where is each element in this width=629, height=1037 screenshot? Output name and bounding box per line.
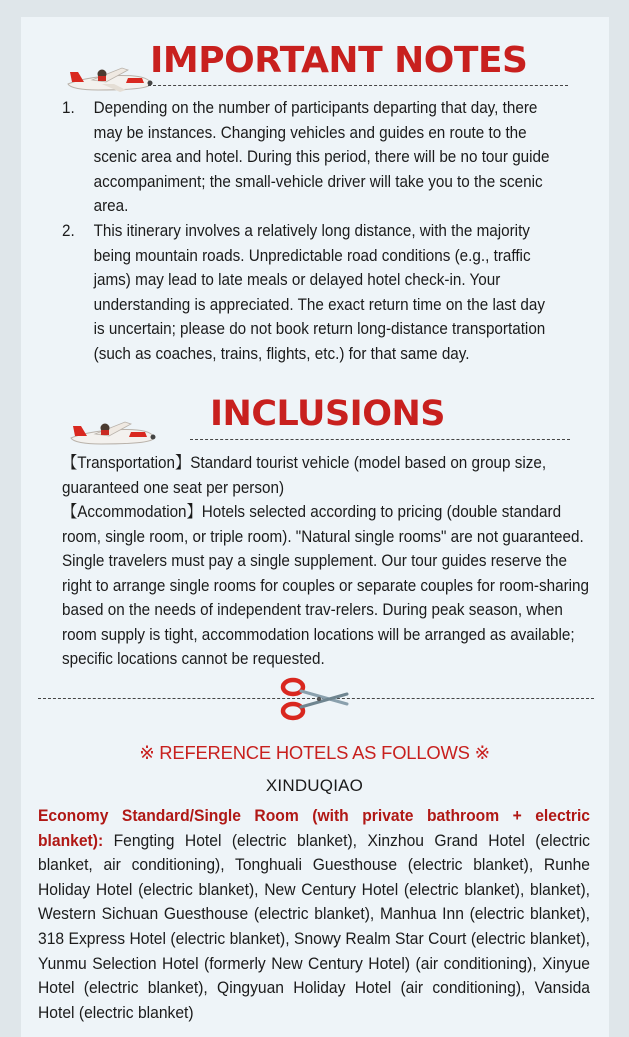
hotel-list [38,804,590,1025]
note-text: Depending on the number of participants departing that day, there may be instances. Changing vehicles and guides en route to the scenic area and hotel. During this period, there will be no tour guide accompaniment; the small-vehicle driver will take you to the scenic area. [93,99,550,216]
inclusions-body [62,451,592,672]
list-number: 2. [62,221,75,240]
room-category: Economy Standard/Single Room (with private bathroom + electric blanket): [38,806,590,850]
list-item [62,96,555,219]
city-name: XINDUQIAO [265,776,364,795]
hotel-names: Fengting Hotel (electric blanket), Xinzhou Grand Hotel (electric blanket, air conditioning), Tonghuali Guesthouse (electric blanket), Runhe Holiday Hotel (electric blanket), New Century Hotel (electric blanket), blanket), Western Sichuan Guesthouse (electric blanket), Manhua Inn (electric blanket), 318 Express Hotel (electric blanket), Snowy Realm Star Court (electric blanket), Yunmu Selection Hotel (formerly New Century Hotel) (air conditioning), Xinyue Hotel (electric blanket), Qingyuan Holiday Hotel (air conditioning), Vansida Hotel (electric blanket) [38,830,591,1022]
transportation-text: 【Transportation】Standard tourist vehicle (model based on group size, guaranteed one seat per person) [62,454,547,497]
list-item [62,219,555,367]
airplane-icon [62,62,154,94]
scissors-icon [279,676,351,722]
reference-hotels-header: ※ REFERENCE HOTELS AS FOLLOWS ※ [139,742,490,763]
notes-divider [148,85,568,86]
notes-title: IMPORTANT NOTES [150,40,528,81]
list-number: 1. [62,99,75,117]
airplane-icon [62,416,160,448]
accommodation-text: 【Accommodation】Hotels selected according to pricing (double standard room, single room, or triple room). "Natural single rooms" are not guaranteed. Single travelers must pay a single supplement. Our tour guides reserve the right to arrange single rooms for couples or separate couples for room-sharing based on the needs of independent trav-relers. During peak season, when room supply is tight, accommodation locations will be arranged as available; specific locations cannot be requested. [62,503,590,668]
inclusions-title: INCLUSIONS [210,394,445,434]
inclusions-divider [190,439,570,440]
notes-list [62,96,555,367]
note-text: This itinerary involves a relatively long distance, with the majority being mountain roads. Unpredictable road conditions (e.g., traffic jams) may lead to late meals or delayed hotel check-in. Your understanding is appreciated. The exact return time on the last day is uncertain; please do not book return long-distance transportation (such as coaches, trains, flights, etc.) for that same day. [93,221,546,363]
